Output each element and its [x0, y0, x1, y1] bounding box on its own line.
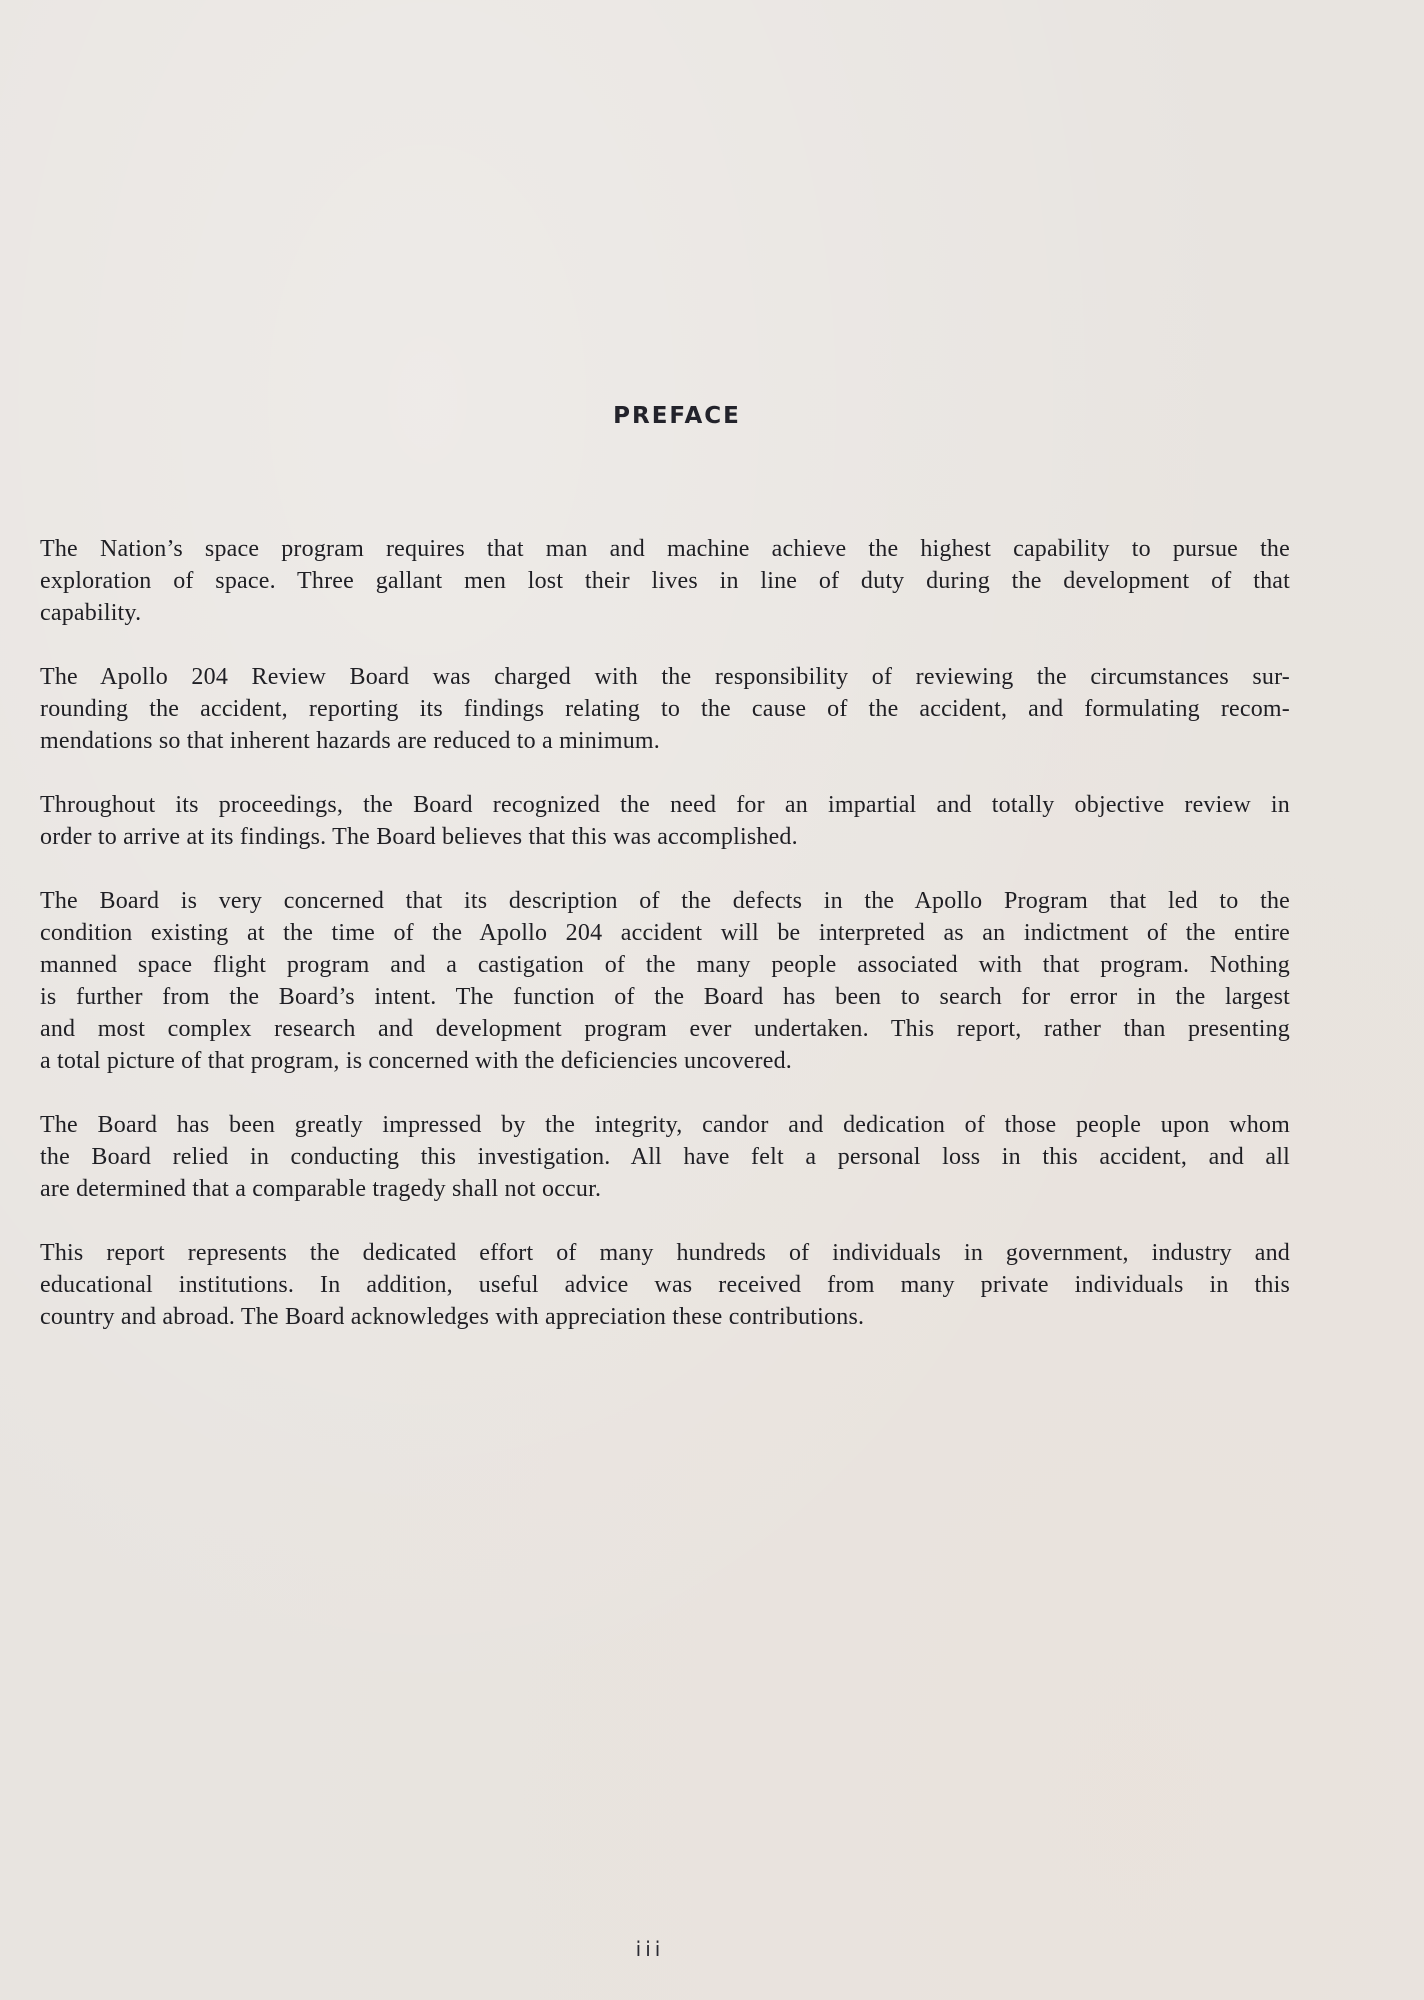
paragraph [40, 661, 1290, 757]
text-line [40, 597, 1290, 629]
page-number: iii [635, 1937, 665, 1961]
text-line-content: Throughout its proceedings, the Board recognized the need for an impartial and totally objective review in [40, 792, 1290, 818]
text-line-content: and most complex research and development program ever undertaken. This report, rather than presenting [40, 1016, 1290, 1042]
text-line [40, 1269, 1290, 1301]
text-line [40, 885, 1290, 917]
paragraph [40, 789, 1290, 853]
text-line [40, 533, 1290, 565]
text-line [40, 565, 1290, 597]
text-line-content: are determined that a comparable tragedy shall not occur. [40, 1176, 602, 1202]
text-line-content: exploration of space. Three gallant men lost their lives in line of duty during the development of that [40, 568, 1290, 594]
paragraph [40, 885, 1290, 1077]
text-line-content: manned space flight program and a castigation of the many people associated with that program. Nothing [40, 952, 1290, 978]
text-line [40, 1013, 1290, 1045]
text-line-content: The Board has been greatly impressed by the integrity, candor and dedication of those people upon whom [40, 1112, 1290, 1138]
paragraph [40, 533, 1290, 629]
text-line-content: The Nation’s space program requires that man and machine achieve the highest capability to pursue the [40, 536, 1290, 562]
text-line-content: rounding the accident, reporting its findings relating to the cause of the accident, and formulating recom- [40, 696, 1290, 722]
text-line [40, 661, 1290, 693]
text-line [40, 917, 1290, 949]
text-line-content: The Apollo 204 Review Board was charged with the responsibility of reviewing the circumstances sur- [40, 664, 1290, 690]
text-line-content: The Board is very concerned that its description of the defects in the Apollo Program that led to the [40, 888, 1290, 914]
text-line [40, 981, 1290, 1013]
text-line-content: mendations so that inherent hazards are reduced to a minimum. [40, 728, 661, 754]
text-line [40, 1141, 1290, 1173]
text-line-content: condition existing at the time of the Apollo 204 accident will be interpreted as an indictment of the entire [40, 920, 1290, 946]
text-line [40, 693, 1290, 725]
text-line [40, 821, 1290, 853]
text-line [40, 1173, 1290, 1205]
paragraph [40, 1109, 1290, 1205]
text-line [40, 949, 1290, 981]
text-line [40, 1045, 1290, 1077]
text-line-content: a total picture of that program, is concerned with the deficiencies uncovered. [40, 1048, 792, 1074]
paragraph [40, 1237, 1290, 1333]
text-line [40, 1301, 1290, 1333]
text-line-content: educational institutions. In addition, useful advice was received from many private individuals in this [40, 1272, 1290, 1298]
text-line-content: is further from the Board’s intent. The function of the Board has been to search for error in the largest [40, 984, 1290, 1010]
text-line [40, 1109, 1290, 1141]
text-line [40, 725, 1290, 757]
text-line-content: order to arrive at its findings. The Board believes that this was accomplished. [40, 824, 798, 850]
text-line-content: the Board relied in conducting this investigation. All have felt a personal loss in this accident, and all [40, 1144, 1290, 1170]
preface-body [40, 533, 1290, 1365]
text-line [40, 1237, 1290, 1269]
text-line-content: country and abroad. The Board acknowledges with appreciation these contributions. [40, 1304, 865, 1330]
page-title: PREFACE [613, 403, 741, 429]
text-line [40, 789, 1290, 821]
text-line-content: capability. [40, 600, 142, 626]
text-line-content: This report represents the dedicated effort of many hundreds of individuals in government, industry and [40, 1240, 1290, 1266]
